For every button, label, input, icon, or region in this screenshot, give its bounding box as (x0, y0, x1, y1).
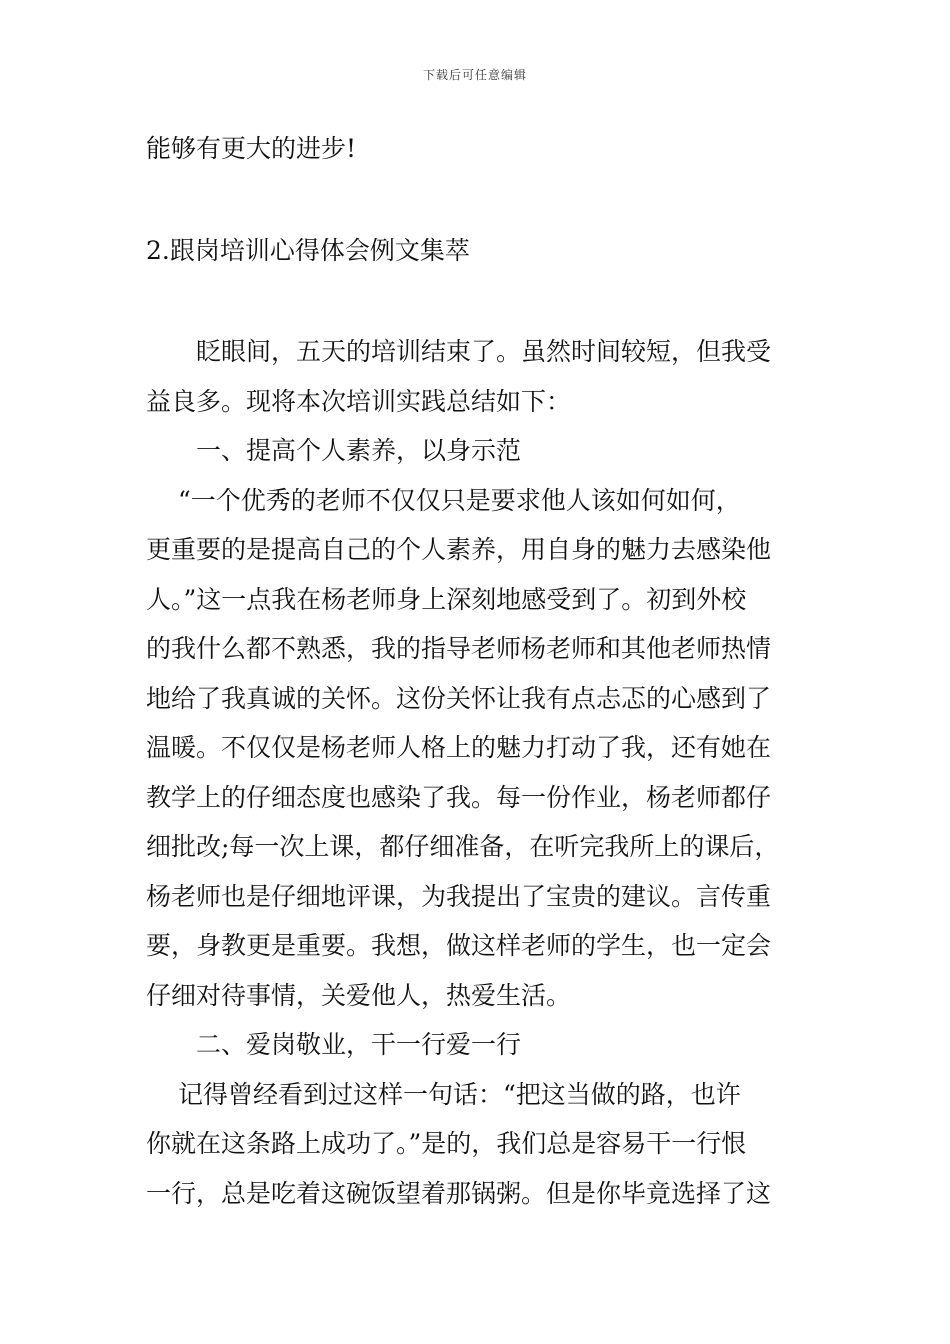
paragraph-line: 仔细对待事情，关爱他人，热爱生活。 (146, 980, 572, 1010)
document-body (146, 124, 810, 1218)
paragraph-line: 的我什么都不熟悉，我的指导老师杨老师和其他老师热情 (146, 634, 772, 663)
section-title: 2.跟岗培训心得体会例文集萃 (146, 235, 470, 265)
paragraph-line: 益良多。现将本次培训实践总结如下： (146, 386, 572, 416)
paragraph-line: 人。”这一点我在杨老师身上深刻地感受到了。初到外校 (146, 584, 747, 614)
header-note: 下载后可任意编辑 (422, 68, 527, 82)
paragraph-line: 教学上的仔细态度也感染了我。每一份作业，杨老师都仔 (146, 782, 772, 812)
paragraph-line: 地给了我真诚的关怀。这份关怀让我有点忐忑的心感到了 (146, 683, 772, 713)
subheading-line: 一、提高个人素养，以身示范 (196, 436, 522, 465)
paragraph-line: 温暖。不仅仅是杨老师人格上的魅力打动了我，还有她在 (146, 733, 772, 762)
paragraph-line: 记得曾经看到过这样一句话：“把这当做的路，也许 (178, 1079, 741, 1109)
paragraph-line: 眨眼间，五天的培训结束了。虽然时间较短，但我受 (196, 337, 772, 366)
paragraph-line: 要，身教更是重要。我想，做这样老师的学生，也一定会 (146, 931, 772, 960)
paragraph-line: 更重要的是提高自己的个人素养，用自身的魅力去感染他 (146, 535, 772, 564)
paragraph-line: 你就在这条路上成功了。”是的，我们总是容易干一行恨 (146, 1129, 747, 1158)
paragraph-line: “一个优秀的老师不仅仅只是要求他人该如何如何， (178, 485, 741, 515)
paragraph-line: 一行，总是吃着这碗饭望着那锅粥。但是你毕竟选择了这 (146, 1178, 772, 1208)
paragraph-line: 细批改;每一次上课，都仔细准备，在听完我所上的课后， (146, 832, 780, 861)
subheading-line: 二、爱岗敬业，干一行爱一行 (196, 1030, 522, 1059)
lead-line: 能够有更大的进步! (146, 134, 357, 163)
paragraph-line: 杨老师也是仔细地评课，为我提出了宝贵的建议。言传重 (146, 881, 772, 911)
